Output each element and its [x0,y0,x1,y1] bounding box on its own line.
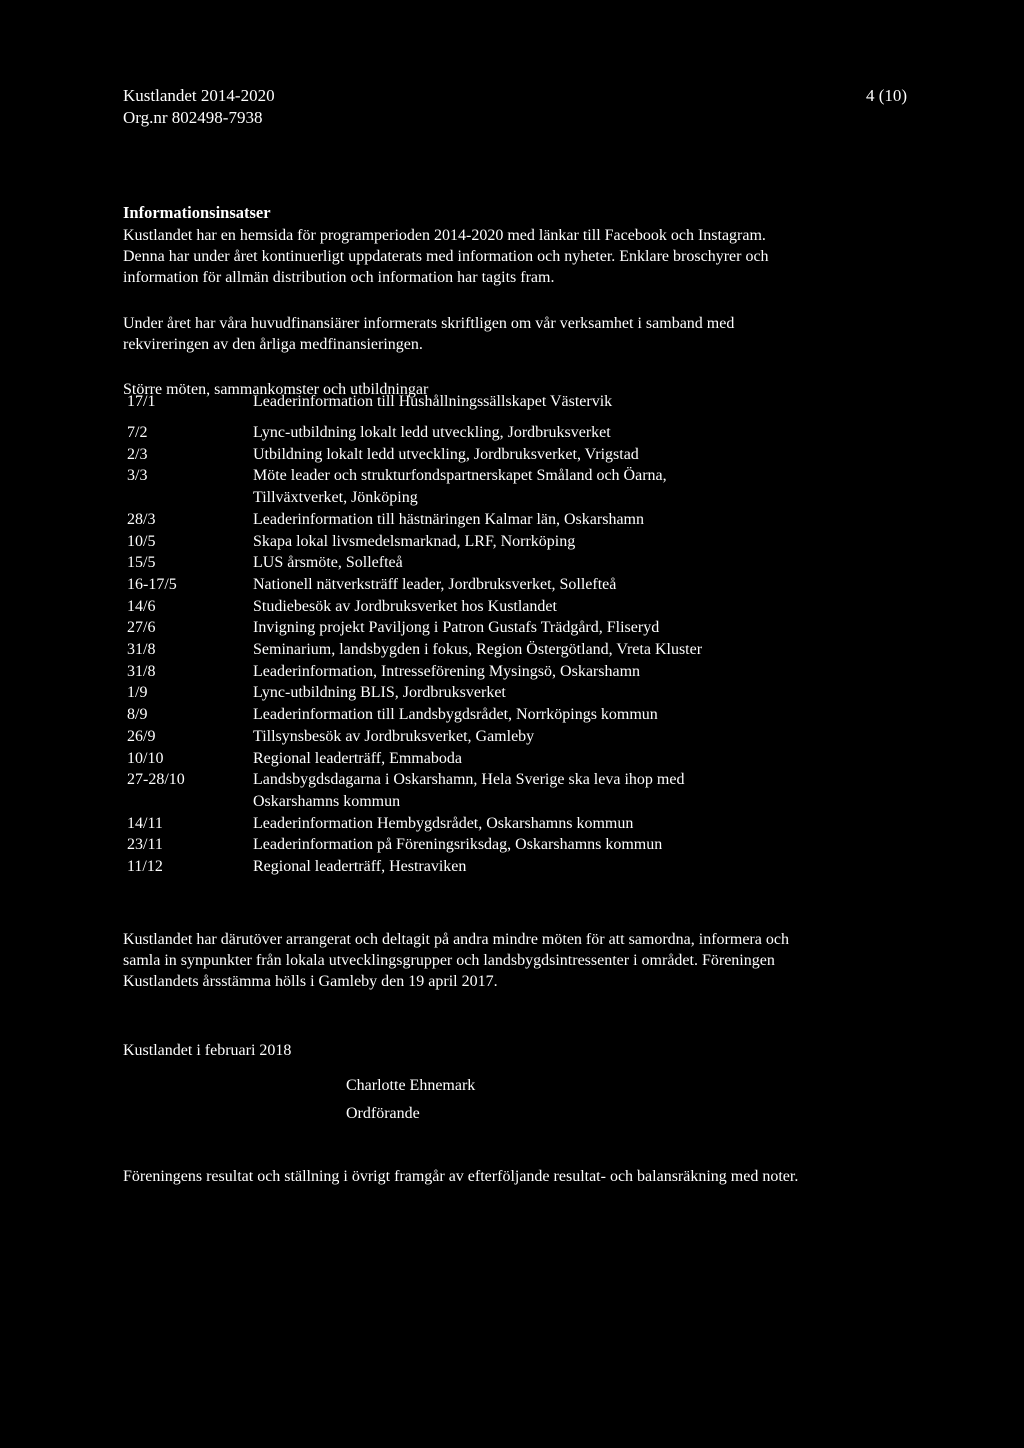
event-row [127,639,927,661]
event-description: Skapa lokal livsmedelsmarknad, LRF, Norrköping [253,532,576,550]
event-row [127,791,927,813]
event-description: Tillsynsbesök av Jordbruksverket, Gamleby [253,727,535,745]
paragraph-line: Under året har våra huvudfinansiärer informerats skriftligen om vår verksamhet i samband med [123,315,735,332]
event-row [127,509,927,531]
event-description: Seminarium, landsbygden i fokus, Region Östergötland, Vreta Kluster [253,641,703,659]
event-date: 23/11 [127,836,163,854]
event-row [127,487,927,509]
event-date: 26/9 [127,727,156,745]
event-description: Lync-utbildning BLIS, Jordbruksverket [253,684,506,702]
event-description: Leaderinformation till Hushållningssällskapet Västervik [253,393,613,410]
event-description: Leaderinformation till Landsbygdsrådet, Norrköpings kommun [253,706,658,724]
event-date: 3/3 [127,467,148,485]
event-date: 31/8 [127,641,156,659]
event-date [127,791,253,813]
event-description: Landsbygdsdagarna i Oskarshamn, Hela Sverige ska leva ihop med [253,771,685,789]
event-date: 31/8 [127,662,156,680]
event-list [127,422,927,878]
event-date: 8/9 [127,706,148,724]
event-row [127,834,927,856]
event-date: 11/12 [127,858,163,876]
place-date: Kustlandet i februari 2018 [123,1042,292,1059]
event-description: Oskarshamns kommun [253,792,401,810]
event-row [127,444,927,466]
section-heading-information: Informationsinsatser [123,203,271,222]
event-description: Lync-utbildning lokalt ledd utveckling, Jordbruksverket [253,424,611,441]
event-row [127,856,927,878]
event-date: 15/5 [127,554,156,572]
event-description: Leaderinformation till hästnäringen Kalmar län, Oskarshamn [253,510,644,528]
paragraph-line: Kustlandets årsstämma hölls i Gamleby den 19 april 2017. [123,973,498,990]
event-row [127,769,927,791]
closing-paragraph [123,929,789,992]
event-description: Tillväxtverket, Jönköping [253,489,418,507]
event-row [127,465,927,487]
event-date: 14/11 [127,814,163,832]
info-paragraph-1 [123,225,769,288]
signer-name: Charlotte Ehnemark [346,1077,476,1094]
event-description: Möte leader och strukturfondspartnerskapet Småland och Öarna, [253,467,667,485]
paragraph-line: Kustlandet har en hemsida för programperioden 2014-2020 med länkar till Facebook och Instagram. [123,227,766,244]
org-number: Org.nr 802498-7938 [123,108,263,127]
event-date: 27-28/10 [127,771,185,789]
signer-title: Ordförande [346,1105,420,1122]
event-description: Utbildning lokalt ledd utveckling, Jordbruksverket, Vrigstad [253,445,639,463]
event-description: Leaderinformation Hembygdsrådet, Oskarshamns kommun [253,814,634,832]
final-note: Föreningens resultat och ställning i övrigt framgår av efterföljande resultat- och balansräkning med noter. [123,1168,799,1185]
event-date: 1/9 [127,684,148,702]
org-name: Kustlandet 2014-2020 [123,86,275,105]
event-date: 2/3 [127,445,148,463]
meetings-heading: Större möten, sammankomster och utbildningar [123,381,429,398]
event-row [127,726,927,748]
paragraph-line: samla in synpunkter från lokala utvecklingsgrupper och landsbygdsintressenter i området. Föreningen [123,952,775,969]
event-row-partial [127,393,927,412]
event-date: 28/3 [127,510,156,528]
event-row [127,617,927,639]
info-paragraph-2 [123,313,734,355]
event-row [127,596,927,618]
event-description: Leaderinformation, Intresseförening Mysingsö, Oskarshamn [253,662,641,680]
paragraph-line: rekvireringen av den årliga medfinansieringen. [123,336,423,353]
event-date: 27/6 [127,619,156,637]
event-description: Nationell nätverksträff leader, Jordbruksverket, Sollefteå [253,575,617,593]
event-description: Regional leaderträff, Hestraviken [253,858,467,876]
event-row [127,682,927,704]
event-description: Invigning projekt Paviljong i Patron Gustafs Trädgård, Fliseryd [253,619,660,637]
event-description: Studiebesök av Jordbruksverket hos Kustlandet [253,597,557,615]
paragraph-line: information för allmän distribution och information har tagits fram. [123,269,555,286]
event-date: 14/6 [127,597,156,615]
event-row [127,748,927,770]
event-date: 16-17/5 [127,575,177,593]
event-row [127,552,927,574]
event-date: 10/5 [127,532,156,550]
event-description: LUS årsmöte, Sollefteå [253,554,403,572]
event-date: 7/2 [127,424,148,441]
event-row [127,704,927,726]
event-description: Leaderinformation på Föreningsriksdag, Oskarshamns kommun [253,836,663,854]
event-row [127,422,927,444]
event-date: 10/10 [127,749,164,767]
page-number: 4 (10) [866,86,908,105]
event-row [127,531,927,553]
paragraph-line: Denna har under året kontinuerligt uppdaterats med information och nyheter. Enklare broschyrer och [123,248,769,265]
event-date [127,487,253,509]
event-date: 17/1 [127,393,156,410]
event-row [127,574,927,596]
paragraph-line: Kustlandet har därutöver arrangerat och deltagit på andra mindre möten för att samordna, informera och [123,931,789,948]
event-row [127,661,927,683]
event-description: Regional leaderträff, Emmaboda [253,749,462,767]
event-row [127,813,927,835]
